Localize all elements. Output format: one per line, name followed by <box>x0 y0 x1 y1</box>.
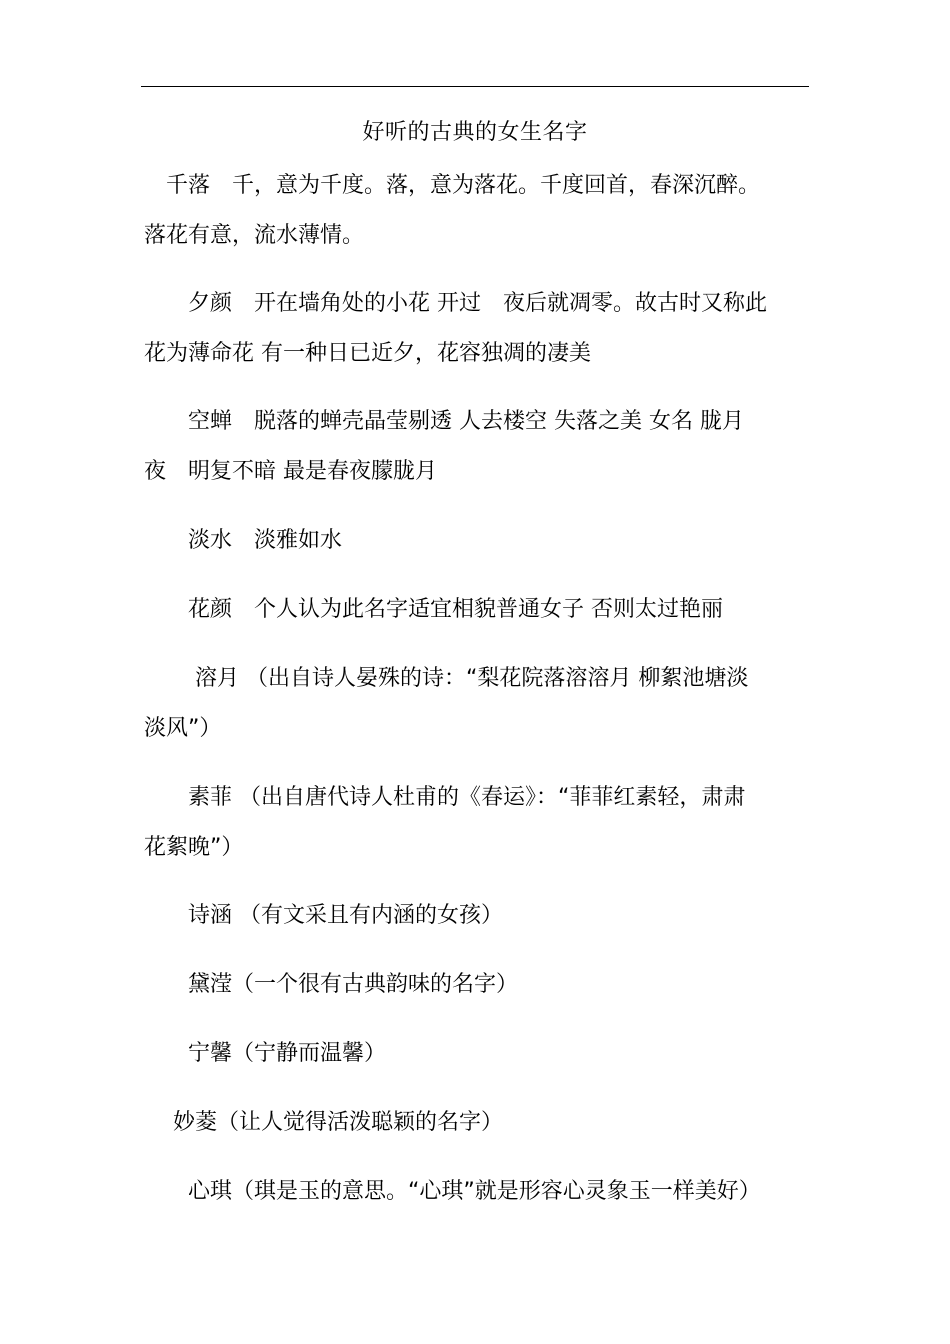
paragraph-sufei <box>144 773 816 873</box>
paragraph-ningxin <box>144 1029 816 1079</box>
paragraph-line: 夜 明复不暗 最是春夜朦胧月 <box>144 459 437 484</box>
paragraph-rongyue <box>144 654 816 754</box>
paragraph-line: 宁馨（宁静而温馨） <box>144 1041 387 1066</box>
paragraph-line: 淡水 淡雅如水 <box>144 528 343 553</box>
paragraph-danshui <box>144 516 816 566</box>
document-title: 好听的古典的女生名字 <box>362 120 588 145</box>
paragraph-line: 黛滢（一个很有古典韵味的名字） <box>144 972 519 997</box>
paragraph-kongchan <box>144 397 816 497</box>
paragraph-line: 花为薄命花 有一种日已近夕，花容独凋的凄美 <box>144 341 591 366</box>
paragraph-xiyan <box>144 279 816 379</box>
paragraph-line: 妙菱（让人觉得活泼聪颖的名字） <box>144 1110 503 1135</box>
paragraph-line: 花絮晚”） <box>144 835 244 860</box>
paragraph-qianluo <box>144 161 816 261</box>
paragraph-line: 落花有意，流水薄情。 <box>144 223 365 248</box>
paragraph-miaoling <box>144 1098 816 1148</box>
paragraph-line: 千落 千，意为千度。落，意为落花。千度回首，春深沉醉。 <box>144 173 761 198</box>
paragraph-huayan <box>144 585 816 635</box>
paragraph-xinqi <box>144 1167 816 1217</box>
paragraph-line: 心琪（琪是玉的意思。“心琪”就是形容心灵象玉一样美好） <box>144 1179 761 1204</box>
paragraph-line: 淡风”） <box>144 716 222 741</box>
paragraph-line: 溶月 （出自诗人晏殊的诗：“梨花院落溶溶月 柳絮池塘淡 <box>144 666 749 691</box>
paragraph-line: 素菲 （出自唐代诗人杜甫的《春运》：“菲菲红素轻，肃肃 <box>144 785 746 810</box>
paragraph-line: 诗涵 （有文采且有内涵的女孩） <box>144 903 503 928</box>
paragraph-line: 空蝉 脱落的蝉壳晶莹剔透 人去楼空 失落之美 女名 胧月 <box>144 409 744 434</box>
paragraph-line: 夕颜 开在墙角处的小花 开过 夜后就凋零。故古时又称此 <box>144 291 767 316</box>
header-rule <box>141 86 809 87</box>
paragraph-shihan <box>144 891 816 941</box>
paragraph-daiying <box>144 960 816 1010</box>
paragraph-line: 花颜 个人认为此名字适宜相貌普通女子 否则太过艳丽 <box>144 597 723 622</box>
